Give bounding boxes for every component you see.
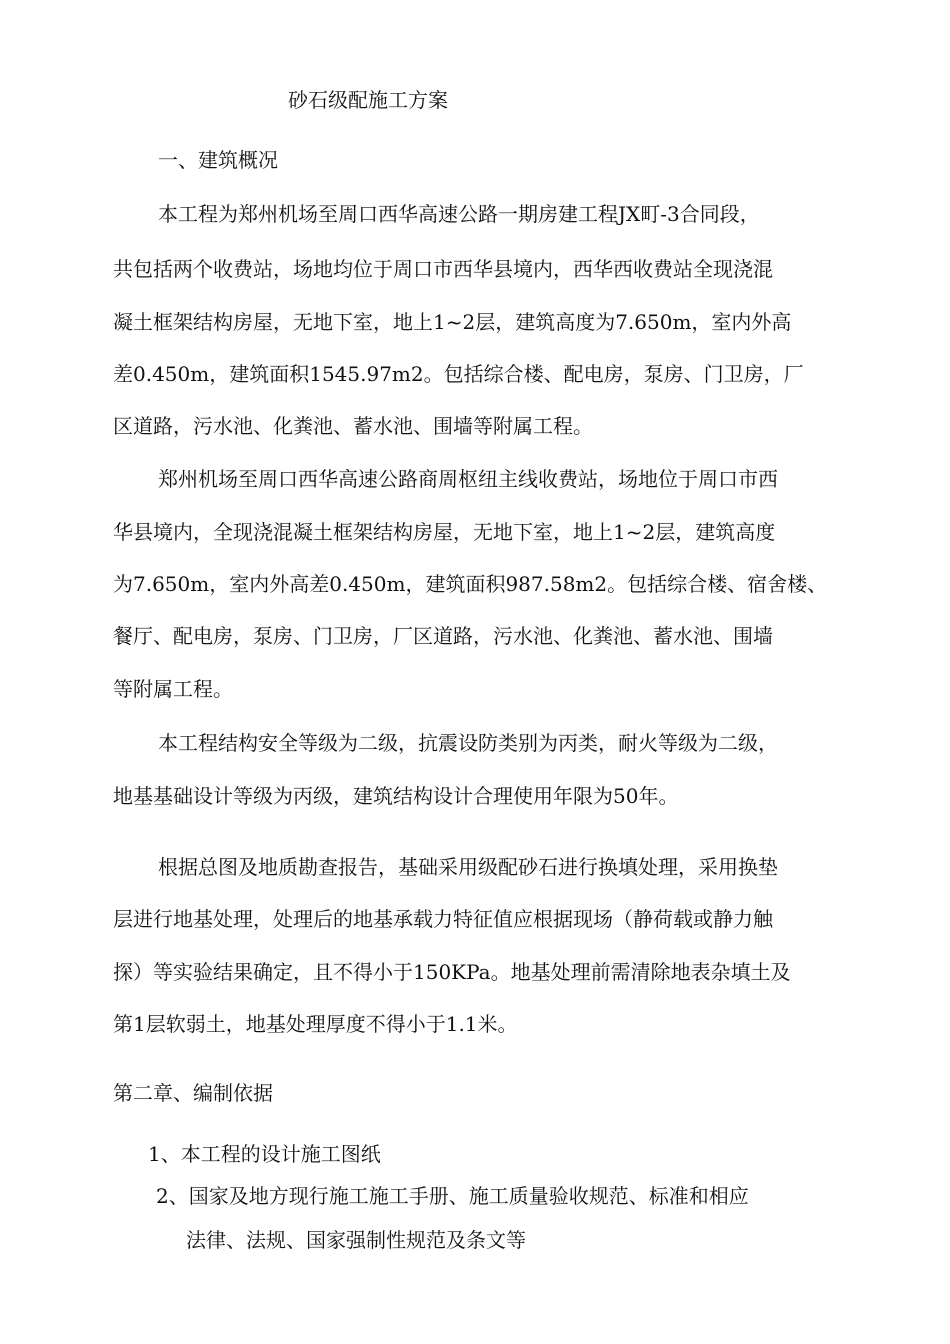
paragraph-line: 凝土框架结构房屋，无地下室，地上1~2层，建筑高度为7.650m，室内外高	[113, 310, 792, 334]
paragraph-line: 等附属工程。	[113, 677, 233, 701]
paragraph-line: 华县境内，全现浇混凝土框架结构房屋，无地下室，地上1~2层，建筑高度	[113, 520, 776, 544]
paragraph-line: 郑州机场至周口西华高速公路商周枢纽主线收费站，场地位于周口市西	[158, 467, 778, 491]
paragraph-line: 共包括两个收费站，场地均位于周口市西华县境内，西华西收费站全现浇混	[113, 257, 773, 281]
list-item: 1、本工程的设计施工图纸	[148, 1142, 381, 1166]
paragraph-line: 本工程结构安全等级为二级，抗震设防类别为丙类，耐火等级为二级，	[158, 731, 778, 755]
paragraph-line: 地基基础设计等级为丙级，建筑结构设计合理使用年限为50年。	[113, 784, 679, 808]
paragraph-line: 餐厅、配电房，泵房、门卫房，厂区道路，污水池、化粪池、蓄水池、围墙	[113, 624, 773, 648]
paragraph-line: 差0.450m，建筑面积1545.97m2。包括综合楼、配电房，泵房、门卫房，厂	[113, 362, 804, 386]
paragraph-line: 第1层软弱土，地基处理厚度不得小于1.1米。	[113, 1012, 518, 1036]
list-item-continuation: 法律、法规、国家强制性规范及条文等	[186, 1228, 526, 1252]
paragraph-line: 本工程为郑州机场至周口西华高速公路一期房建工程JX町-3合同段，	[158, 202, 760, 226]
list-item: 2、国家及地方现行施工施工手册、施工质量验收规范、标准和相应	[156, 1184, 749, 1208]
document-title: 砂石级配施工方案	[288, 88, 448, 112]
paragraph-line: 探）等实验结果确定，且不得小于150KPa。地基处理前需清除地表杂填土及	[113, 960, 791, 984]
paragraph-line: 层进行地基处理，处理后的地基承载力特征值应根据现场（静荷载或静力触	[113, 907, 773, 931]
paragraph-line: 为7.650m，室内外高差0.450m，建筑面积987.58m2。包括综合楼、宿舍楼、	[113, 572, 828, 596]
paragraph-line: 根据总图及地质勘查报告，基础采用级配砂石进行换填处理，采用换垫	[158, 855, 778, 879]
paragraph-line: 区道路，污水池、化粪池、蓄水池、围墙等附属工程。	[113, 414, 593, 438]
chapter-heading-basis: 第二章、编制依据	[113, 1081, 273, 1105]
section-heading-building-overview: 一、建筑概况	[158, 148, 278, 172]
